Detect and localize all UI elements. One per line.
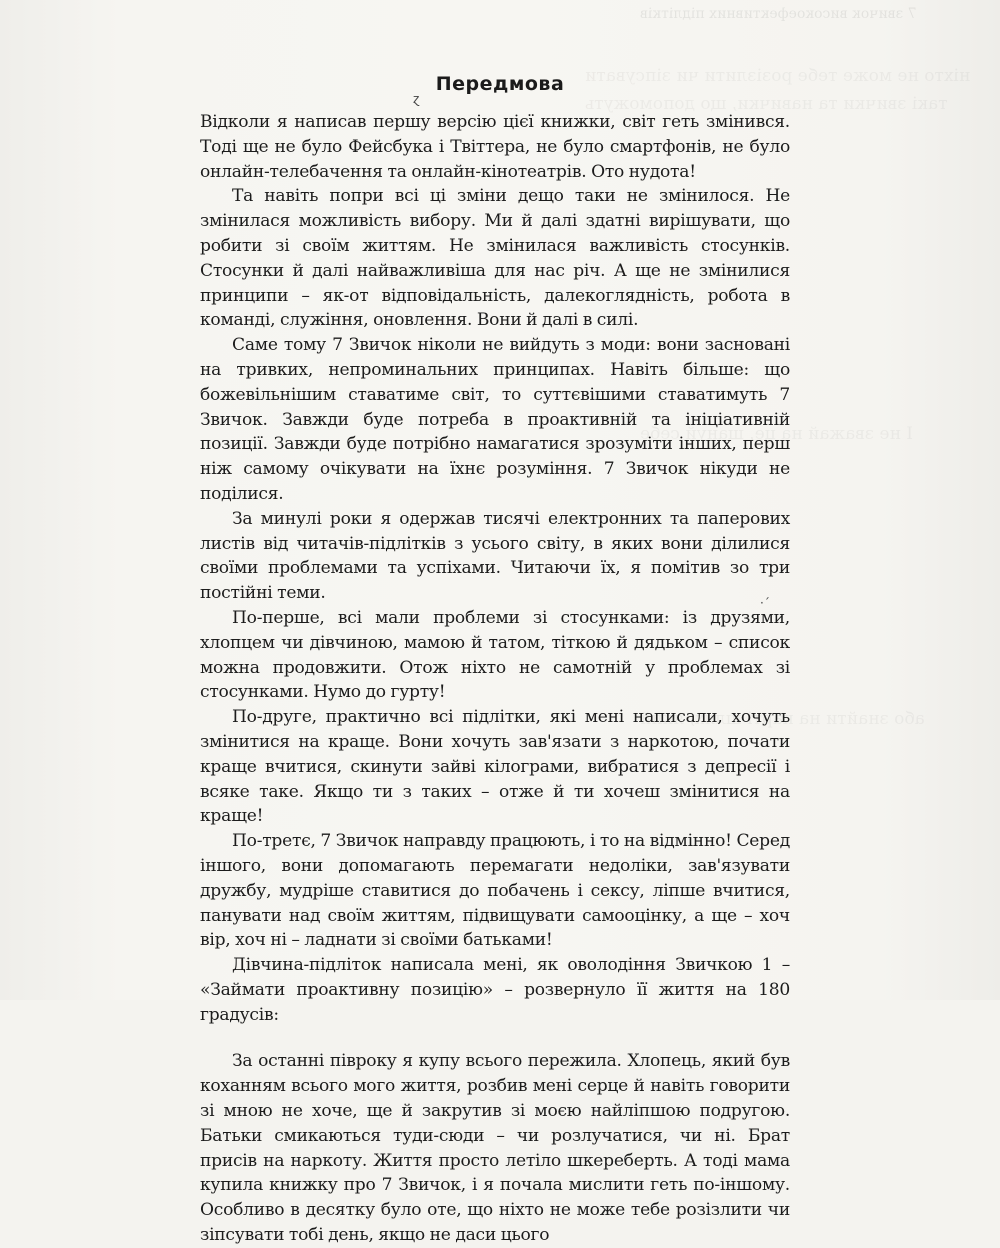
pen-mark: ɀ — [413, 92, 420, 106]
paragraph: За минулі роки я одержав тисячі електронних та паперових листів від читачів-підлітків з усього світу, в яких вони ділилися своїми проблемами та успіхами. Читаючи їх, я помітив зо три постійні теми. — [200, 508, 790, 604]
page-title: Передмова — [435, 72, 565, 95]
body-text — [200, 110, 790, 1248]
paragraph: По-перше, всі мали проблеми зі стосунками: із друзями, хлопцем чи дівчиною, мамою й татом, тіткою й дядьком – список можна продовжити. Отож ніхто не самотній у проблемах зі стосунками. Нумо до гурту! — [200, 607, 790, 703]
pen-mark: ·ˊ — [760, 596, 770, 610]
paragraph: Саме тому 7 Звичок ніколи не вийдуть з моди: вони засновані на тривких, непроминальних принципах. Навіть більше: що божевільнішим ставатиме світ, то суттєвішими ставатимуть 7 Звичок. Завжди буде потреба в проактивній та ініціативній позиції. Завжди буде потрібно намагатися зрозуміти інших, перш ніж самому очікувати на їхнє розуміння. 7 Звичок нікуди не поділися. — [200, 335, 790, 504]
paragraph: Відколи я написав першу версію цієї книжки, світ геть змінився. Тоді ще не було Фейсбука і Твіттера, не було смартфонів, не було онлайн-телебачення та онлайн-кінотеатрів. Ото нудота! — [200, 112, 790, 182]
paragraph: По-друге, практично всі підлітки, які мені написали, хочуть змінитися на краще. Вони хочуть зав'язати з наркотою, почати краще вчитися, скинути зайві кілограми, вибратися з депресії і всяке таке. Якщо ти з таких – отже й ти хочеш змінитися на краще! — [200, 707, 790, 827]
quoted-letter: За останні півроку я купу всього пережила. Хлопець, який був коханням всього мого життя, розбив мені серце й навіть говорити зі мною не хоче, ще й закрутив зі моєю найліпшою подругою. Батьки смикаються туди-сюди – чи розлучатися, чи ні. Брат присів на наркоту. Життя просто летіло шкереберть. А тоді мама купила книжку про 7 Звичок, і я почала мислити геть по-іншому. Особливо в десятку було оте, що ніхто не може тебе розізлити чи зіпсувати тобі день, якщо не даси цього — [200, 1051, 790, 1246]
paragraph: Дівчина-підліток написала мені, як оволодіння Звичкою 1 – «Займати проактивну позицію» – розвернуло її життя на 180 градусів: — [200, 955, 790, 1025]
paragraph: По-третє, 7 Звичок направду працюють, і то на відмінно! Серед іншого, вони допомагають перемагати недоліки, зав'язувати дружбу, мудріше ставитися до побачень і сексу, ліпше вчитися, панувати над своїм життям, підвищувати самооцінку, а ще – хоч вір, хоч ні – ладнати зі своїми батьками! — [200, 831, 790, 951]
show-through-header: 7 звичок високоефективних підлітків — [640, 6, 917, 22]
paragraph: Та навіть попри всі ці зміни дещо таки не змінилося. Не змінилася можливість вибору. Ми й далі здатні вирішувати, що робити зі своїм життям. Не змінилася важливість стосунків. Стосунки й далі найважливіша для нас річ. А ще не змінилися принципи – як-от відповідальність, далекоглядність, робота в команді, служіння, оновлення. Вони й далі в силі. — [200, 186, 790, 331]
